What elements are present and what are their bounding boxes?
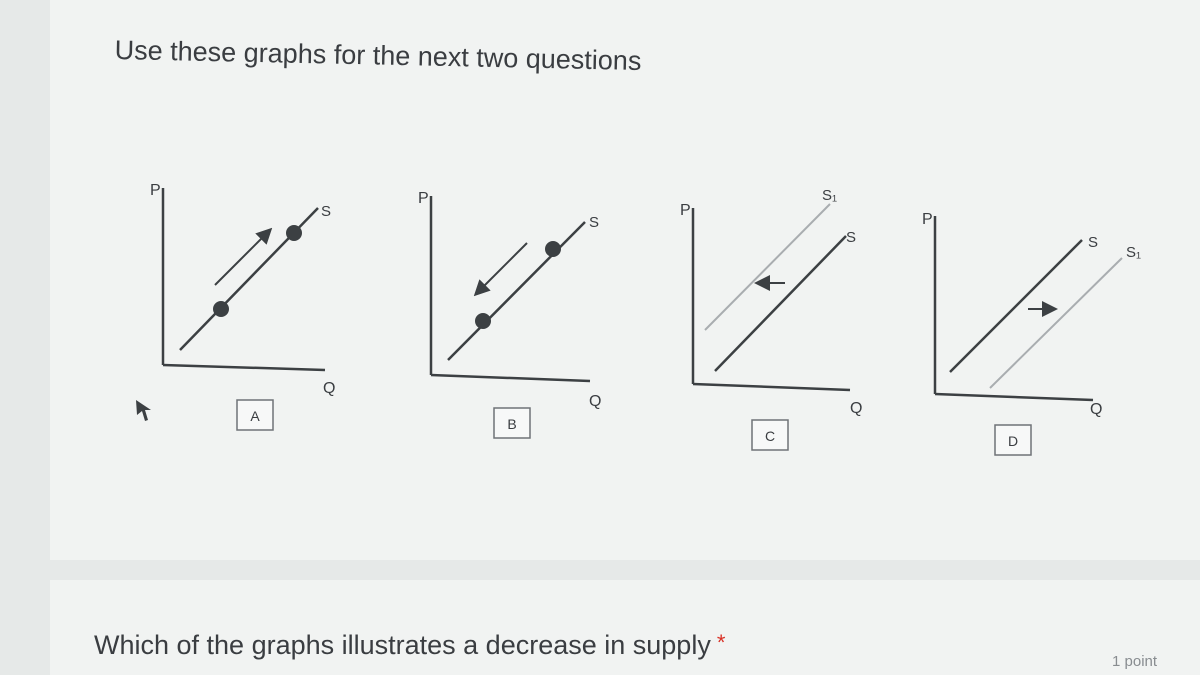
arrow-up-right-icon: [215, 232, 268, 285]
graph-b: [418, 190, 601, 438]
arrow-down-left-icon: [478, 243, 527, 292]
graph-letter: B: [507, 416, 517, 432]
supply-curve-label: S: [1088, 234, 1099, 251]
supply-curve-label: S: [321, 203, 332, 220]
shifted-supply-curve: [990, 258, 1122, 388]
mouse-pointer-icon: [135, 398, 153, 422]
supply-curve: [448, 222, 585, 360]
graph-d: [922, 211, 1141, 455]
x-axis-label: Q: [323, 380, 336, 397]
shifted-supply-curve-label: S₁: [1126, 244, 1142, 261]
graph-a: [150, 182, 335, 430]
x-axis: [163, 365, 325, 370]
y-axis-label: P: [922, 211, 933, 228]
graph-c: [680, 187, 862, 450]
x-axis-label: Q: [1090, 401, 1103, 418]
supply-curve-label: S: [846, 229, 857, 246]
graph-letter: D: [1007, 433, 1019, 449]
graph-letter: A: [250, 408, 260, 424]
question-label: Which of the graphs illustrates a decrease in supply: [94, 630, 711, 660]
shifted-supply-curve: [705, 204, 830, 330]
supply-curve: [715, 236, 846, 371]
required-marker: *: [716, 630, 726, 655]
y-axis-label: P: [680, 202, 691, 219]
supply-curve-label: S: [589, 214, 600, 231]
start-point: [475, 313, 491, 329]
section-title: Use these graphs for the next two questions: [114, 35, 642, 77]
shifted-supply-curve-label: S₁: [822, 187, 838, 204]
x-axis-label: Q: [850, 400, 863, 417]
supply-curve: [950, 240, 1082, 372]
y-axis-label: P: [150, 182, 161, 199]
points-label: 1 point: [1112, 653, 1158, 670]
start-point: [213, 301, 229, 317]
x-axis-label: Q: [589, 393, 602, 410]
x-axis: [431, 375, 590, 381]
end-point: [545, 241, 561, 257]
question-text: [94, 630, 725, 661]
end-point: [286, 225, 302, 241]
x-axis: [935, 394, 1093, 400]
y-axis-label: P: [418, 190, 429, 207]
x-axis: [693, 384, 850, 390]
graph-letter: C: [764, 428, 776, 444]
